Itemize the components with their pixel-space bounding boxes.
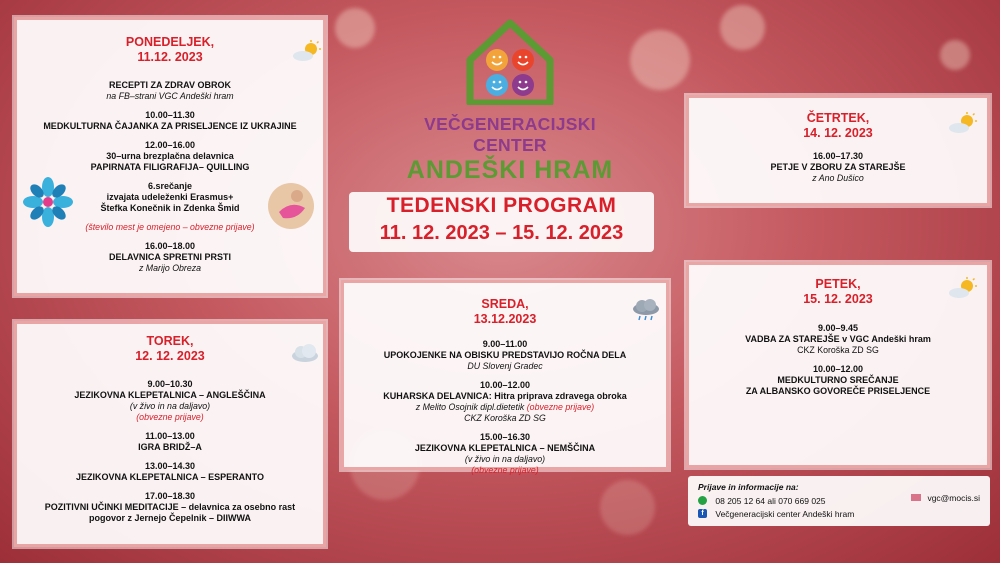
tuesday-card xyxy=(14,321,326,547)
event-title: JEZIKOVNA KLEPETALNICA – ESPERANTO xyxy=(75,472,265,482)
program-dates: 11. 12. 2023 – 15. 12. 2023 xyxy=(379,222,624,244)
event-title: POZITIVNI UČINKI MEDITACIJE – delavnica za osebno rast xyxy=(44,502,296,512)
bokeh-light xyxy=(335,8,375,48)
contact-facebook[interactable]: Večgeneracijski center Andeški hram xyxy=(715,508,855,519)
contact-email[interactable]: vgc@mocis.si xyxy=(927,492,980,503)
brand-name-line2: ANDEŠKI HRAM xyxy=(406,156,614,184)
day-name: ČETRTEK, xyxy=(806,111,870,125)
sun-cloud-icon xyxy=(947,112,979,134)
event-note: CKZ Koroška ZD SG xyxy=(464,413,546,423)
event-time: 9.00–9.45 xyxy=(817,323,859,333)
event-title: PETJE V ZBORU ZA STAREJŠE xyxy=(770,162,906,172)
event-time: 16.00–18.00 xyxy=(144,241,196,251)
brand-logo-block xyxy=(395,15,625,184)
sun-cloud-icon xyxy=(291,40,323,62)
event-title: 30–urna brezplačna delavnica xyxy=(106,151,234,161)
event-title: DELAVNICA SPRETNI PRSTI xyxy=(108,252,231,262)
contact-box xyxy=(688,476,990,526)
day-name: SREDA, xyxy=(481,297,529,311)
quilling-flower-image xyxy=(23,177,73,227)
event-time: 15.00–16.30 xyxy=(479,432,531,442)
event-title: ZA ALBANSKO GOVOREČE PRISELJENCE xyxy=(745,386,931,396)
event-time: 16.00–17.30 xyxy=(812,151,864,161)
day-date: 11.12. 2023 xyxy=(137,50,203,64)
event-note xyxy=(344,402,666,413)
event-time: 17.00–18.30 xyxy=(144,491,196,501)
event-title: MEDKULTURNA ČAJANKA ZA PRISELJENCE IZ UKRAJINE xyxy=(43,121,297,131)
contact-phone[interactable]: 08 205 12 64 ali 070 669 025 xyxy=(715,495,826,506)
day-date: 12. 12. 2023 xyxy=(135,349,205,363)
event-title: JEZIKOVNA KLEPETALNICA – NEMŠČINA xyxy=(414,443,596,453)
event-title: MEDKULTURNO SREČANJE xyxy=(777,375,899,385)
event-note: z Ano Dušico xyxy=(812,173,864,183)
event-time: 13.00–14.30 xyxy=(144,461,196,471)
event-note: z Marijo Obreza xyxy=(138,263,202,273)
event-sub: izvajata udeleženki Erasmus+ xyxy=(106,192,234,202)
sun-cloud-icon xyxy=(947,277,979,299)
quilling-hands-image xyxy=(267,182,315,230)
event-note: DU Slovenj Gradec xyxy=(467,361,543,371)
event-title: pogovor z Jernejo Čepelnik – DIIWWA xyxy=(88,513,252,523)
friday-card xyxy=(686,262,990,468)
event-warning: (obvezne prijave) xyxy=(526,402,595,412)
program-title-box xyxy=(349,192,654,252)
contact-email-row xyxy=(911,492,980,503)
rain-cloud-icon xyxy=(630,299,662,321)
day-name: PETEK, xyxy=(815,277,861,291)
event-note: (v živo in na daljavo) xyxy=(129,401,211,411)
event-warning: (število mest je omejeno – obvezne prijave) xyxy=(85,222,255,232)
monday-card xyxy=(14,17,326,296)
contact-phone-row xyxy=(698,495,826,506)
event-title: KUHARSKA DELAVNICA: Hitra priprava zdravega obroka xyxy=(383,391,627,401)
event-sub: 6.srečanje xyxy=(147,181,193,191)
event-note: CKZ Koroška ZD SG xyxy=(797,345,879,355)
event-time: 11.00–13.00 xyxy=(145,431,195,441)
cloud-icon xyxy=(289,342,321,364)
event-time: 9.00–11.00 xyxy=(482,339,528,349)
day-date: 14. 12. 2023 xyxy=(803,126,873,140)
event-title: VADBA ZA STAREJŠE v VGC Andeški hram xyxy=(745,334,931,344)
event-title: JEZIKOVNA KLEPETALNICA – ANGLEŠČINA xyxy=(74,390,266,400)
bokeh-light xyxy=(600,480,655,535)
event-title: UPOKOJENKE NA OBISKU PREDSTAVIJO ROČNA DELA xyxy=(383,350,627,360)
event-time: 10.00–12.00 xyxy=(812,364,864,374)
wednesday-card xyxy=(341,280,669,475)
bokeh-light xyxy=(940,40,970,70)
brand-name-line1: VEČGENERACIJSKI CENTER xyxy=(424,114,596,155)
event-note-text: z Melito Osojnik dipl.dietetik xyxy=(415,402,527,412)
event-time: 9.00–10.30 xyxy=(147,379,193,389)
event-time: 10.00–11.30 xyxy=(145,110,195,120)
contact-facebook-row xyxy=(698,508,854,519)
program-title: TEDENSKI PROGRAM xyxy=(386,194,617,217)
whatsapp-icon xyxy=(698,496,707,505)
day-date: 13.12.2023 xyxy=(473,312,537,326)
event-time: 10.00–12.00 xyxy=(479,380,531,390)
thursday-card xyxy=(686,95,990,206)
day-name: PONEDELJEK, xyxy=(125,35,215,49)
event-title: PAPIRNATA FILIGRAFIJA– QUILLING xyxy=(90,162,250,172)
day-name: TOREK, xyxy=(146,334,194,348)
event-warning: (obvezne prijave) xyxy=(136,412,204,422)
event-note: na FB–strani VGC Andeški hram xyxy=(106,91,234,101)
event-title: RECEPTI ZA ZDRAV OBROK xyxy=(108,80,231,90)
event-warning: (obvezne prijave) xyxy=(471,465,539,475)
house-smiley-faces-logo xyxy=(460,15,560,105)
event-title: IGRA BRIDŽ–A xyxy=(138,442,202,452)
email-icon xyxy=(911,494,921,501)
event-sub: Štefka Konečnik in Zdenka Šmid xyxy=(100,203,240,213)
event-time: 12.00–16.00 xyxy=(144,140,196,150)
contact-heading: Prijave in informacije na: xyxy=(698,482,799,492)
facebook-icon: f xyxy=(698,509,707,518)
bokeh-light xyxy=(720,5,765,50)
bokeh-light xyxy=(630,30,690,90)
day-date: 15. 12. 2023 xyxy=(803,292,873,306)
event-note: (v živo in na daljavo) xyxy=(464,454,546,464)
